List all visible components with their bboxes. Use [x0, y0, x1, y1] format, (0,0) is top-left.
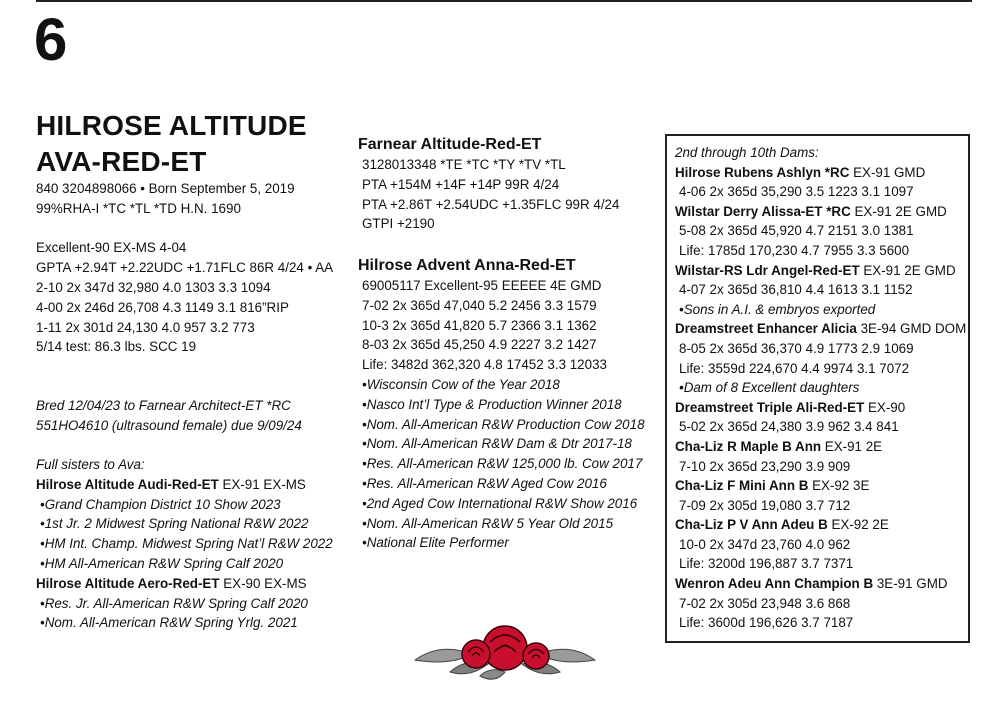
dam-entry-record: Life: 1785d 170,230 4.7 7955 3.3 5600 [679, 242, 910, 258]
dam-entry-class: EX-91 GMD [849, 164, 926, 180]
sister-note: •HM All-American R&W Spring Calf 2020 [40, 555, 284, 571]
dam-entry-class: EX-91 2E GMD [859, 262, 956, 278]
rose-ornament-icon [410, 620, 600, 690]
dam-entry-record: 8-05 2x 365d 36,370 4.9 1773 2.9 1069 [679, 340, 914, 356]
dam-lifetime-row: Life: 3482d 362,320 4.8 17452 3.3 12033 [362, 357, 607, 373]
rha-line: 99%RHA-I *TC *TL *TD H.N. 1690 [36, 200, 241, 216]
sister-1-class: EX-91 EX-MS [218, 476, 306, 492]
bred-line-1: Bred 12/04/23 to Farnear Architect-ET *RC [36, 398, 291, 413]
dam-entry-record: 4-06 2x 365d 35,290 3.5 1223 3.1 1097 [679, 184, 914, 200]
sister-note: •Grand Champion District 10 Show 2023 [40, 496, 281, 512]
dam-entry-header [675, 574, 966, 594]
lot-number: 6 [34, 6, 68, 73]
dam-entry-class: 3E-91 GMD [873, 576, 948, 592]
dam-entry-record: Life: 3559d 224,670 4.4 9974 3.1 7072 [679, 360, 910, 376]
dam-entry-name: Dreamstreet Enhancer Alicia [675, 321, 857, 337]
dam-entry-header [675, 163, 966, 183]
dam-entry-name: Wilstar Derry Alissa-ET *RC [675, 203, 851, 219]
gpta-line: GPTA +2.94T +2.22UDC +1.71FLC 86R 4/24 • AA [36, 260, 334, 276]
dam-note: •Nasco Int’l Type & Production Winner 2018 [362, 396, 622, 412]
dam-entry-record: 7-02 2x 305d 23,948 3.6 868 [679, 595, 851, 611]
dam-entry-class: EX-90 [864, 399, 906, 415]
dam-entry-note: •Sons in A.I. & embryos exported [679, 301, 876, 317]
dam-entry-name: Wenron Adeu Ann Champion B [675, 576, 874, 592]
dam-entry-record: 7-10 2x 365d 23,290 3.9 909 [679, 458, 851, 474]
dam-section [358, 255, 645, 553]
dam-entry-header [675, 319, 966, 339]
dam-record-row: 10-3 2x 365d 41,820 5.7 2366 3.1 1362 [362, 317, 597, 333]
dam-entry-record: 7-09 2x 305d 19,080 3.7 712 [679, 497, 851, 513]
sisters-heading: Full sisters to Ava: [36, 457, 145, 472]
dam-entry-header [675, 437, 966, 457]
sister-2-class: EX-90 EX-MS [219, 575, 307, 591]
sister-1-header [36, 475, 333, 495]
dam-record-row: 7-02 2x 365d 47,040 5.2 2456 3.3 1579 [362, 297, 597, 313]
dam-note: •Res. All-American R&W 125,000 lb. Cow 2017 [362, 456, 643, 472]
sister-note: •HM Int. Champ. Midwest Spring Nat’l R&W 2022 [40, 536, 333, 552]
record-row: 4-00 2x 246d 26,708 4.3 1149 3.1 816”RIP [36, 299, 289, 315]
dam-entry-record: 10-0 2x 347d 23,760 4.0 962 [679, 536, 851, 552]
bred-line-2: 551HO4610 (ultrasound female) due 9/09/24 [36, 417, 302, 433]
dam-note: •National Elite Performer [362, 535, 509, 551]
dam-entry-class: EX-91 2E [821, 438, 883, 454]
sire-line: 3128013348 *TE *TC *TY *TV *TL [362, 157, 566, 172]
sister-note: •1st Jr. 2 Midwest Spring National R&W 2022 [40, 516, 309, 532]
dams-list [675, 143, 966, 633]
sire-line: PTA +2.86T +2.54UDC +1.35FLC 99R 4/24 [362, 196, 620, 212]
dam-entry-header [675, 515, 966, 535]
title-line-2: AVA-RED-ET [36, 146, 207, 177]
dam-note: •Nom. All-American R&W Production Cow 2018 [362, 416, 645, 432]
dam-name: Hilrose Advent Anna-Red-ET [358, 257, 576, 274]
dams-heading: 2nd through 10th Dams: [675, 145, 819, 160]
sire-line: PTA +154M +14F +14P 99R 4/24 [362, 176, 560, 192]
dams-box [665, 134, 970, 643]
rose-bloom-icon [462, 626, 549, 670]
dam-entry-record: Life: 3200d 196,887 3.7 7371 [679, 556, 854, 572]
animal-details [36, 179, 333, 357]
dam-line: 69005117 Excellent-95 EEEEE 4E GMD [362, 278, 602, 293]
test-line: 5/14 test: 86.3 lbs. SCC 19 [36, 339, 197, 355]
sire-section [358, 134, 619, 234]
breeding-info [36, 396, 302, 436]
dam-entry-record: Life: 3600d 196,626 3.7 7187 [679, 615, 854, 631]
dam-note: •2nd Aged Cow International R&W Show 2016 [362, 495, 638, 511]
dam-entry-name: Cha-Liz F Mini Ann B [675, 478, 809, 494]
record-row: 1-11 2x 301d 24,130 4.0 957 3.2 773 [36, 319, 255, 335]
sister-note: •Nom. All-American R&W Spring Yrlg. 2021 [40, 615, 298, 631]
dam-entry-name: Dreamstreet Triple Ali-Red-ET [675, 399, 865, 415]
dam-entry-record: 5-02 2x 365d 24,380 3.9 962 3.4 841 [679, 419, 899, 435]
dam-note: •Nom. All-American R&W 5 Year Old 2015 [362, 515, 614, 531]
dam-entry-record: 4-07 2x 365d 36,810 4.4 1613 3.1 1152 [679, 282, 913, 298]
sire-line: GTPI +2190 [362, 216, 435, 232]
registration-line: 840 3204898066 • Born September 5, 2019 [36, 181, 295, 196]
classification-line: Excellent-90 EX-MS 4-04 [36, 240, 187, 256]
dam-entry-header [675, 398, 966, 418]
sire-name: Farnear Altitude-Red-ET [358, 136, 542, 153]
dam-entry-class: EX-92 2E [827, 517, 889, 533]
sister-2-name: Hilrose Altitude Aero-Red-ET [36, 575, 220, 591]
sister-note: •Res. Jr. All-American R&W Spring Calf 2020 [40, 595, 308, 611]
dam-entry-name: Hilrose Rubens Ashlyn *RC [675, 164, 850, 180]
dam-entry-record: 5-08 2x 365d 45,920 4.7 2151 3.0 1381 [679, 223, 914, 239]
dam-entry-class: EX-91 2E GMD [850, 203, 947, 219]
dam-entry-header [675, 476, 966, 496]
sister-2-header [36, 574, 333, 594]
dam-entry-class: 3E-94 GMD DOM [856, 321, 967, 337]
animal-title [36, 108, 307, 180]
dam-entry-name: Cha-Liz P V Ann Adeu B [675, 517, 828, 533]
dam-entry-name: Wilstar-RS Ldr Angel-Red-ET [675, 262, 860, 278]
dam-note: •Nom. All-American R&W Dam & Dtr 2017-18 [362, 436, 632, 452]
dam-note: •Wisconsin Cow of the Year 2018 [362, 376, 560, 392]
title-line-1: HILROSE ALTITUDE [36, 110, 307, 141]
dam-entry-class: EX-92 3E [808, 478, 870, 494]
top-rule [36, 0, 972, 2]
dam-note: •Res. All-American R&W Aged Cow 2016 [362, 475, 607, 491]
dam-entry-header [675, 261, 966, 281]
dam-record-row: 8-03 2x 365d 45,250 4.9 2227 3.2 1427 [362, 337, 597, 353]
dam-entry-note: •Dam of 8 Excellent daughters [679, 380, 860, 396]
sister-1-name: Hilrose Altitude Audi-Red-ET [36, 476, 219, 492]
full-sisters [36, 455, 333, 633]
dam-entry-name: Cha-Liz R Maple B Ann [675, 438, 822, 454]
record-row: 2-10 2x 347d 32,980 4.0 1303 3.3 1094 [36, 279, 271, 295]
dam-entry-header [675, 202, 966, 222]
